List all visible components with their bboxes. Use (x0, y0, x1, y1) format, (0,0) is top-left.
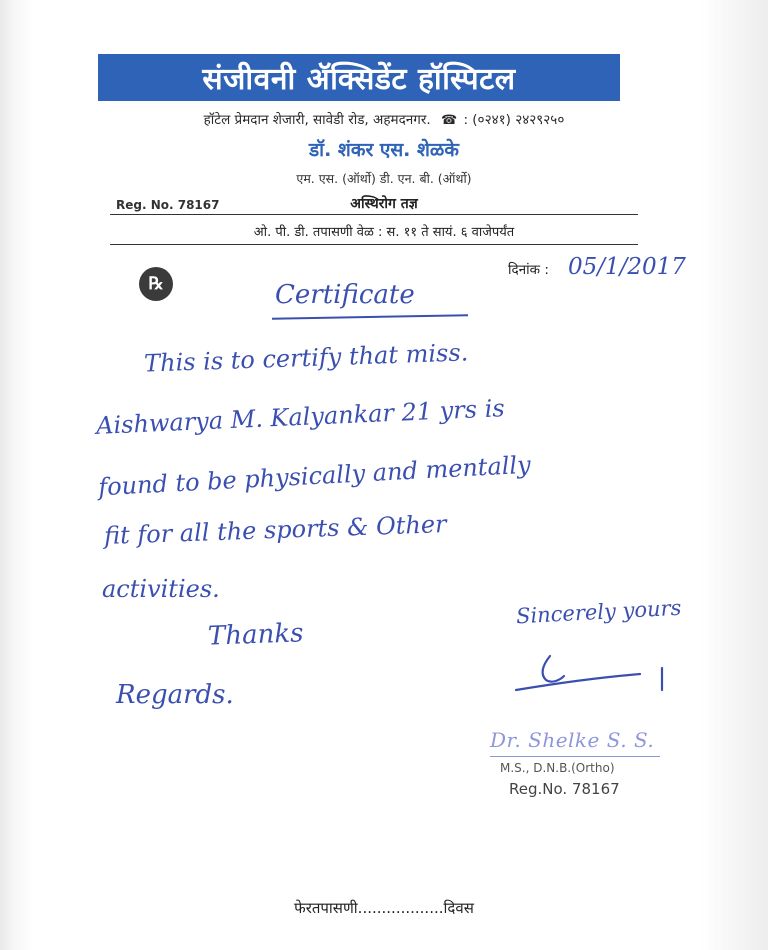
date-value: 05/1/2017 (568, 254, 686, 280)
followup-field: फेरतपासणी..................दिवस (294, 899, 474, 917)
doctor-specialty: अस्थिरोग तज्ञ (350, 196, 418, 212)
stamp-qualifications: M.S., D.N.B.(Ortho) (500, 761, 615, 775)
registration-number: Reg. No. 78167 (116, 198, 220, 212)
certificate-line: found to be physically and mentally (97, 450, 532, 502)
signature-mark (512, 650, 682, 696)
thanks-text: Thanks (207, 618, 304, 652)
stamp-registration-number: Reg.No. 78167 (509, 780, 620, 798)
hospital-name-banner: संजीवनी ॲक्सिडेंट हॉस्पिटल (98, 54, 620, 101)
sincerely-text: Sincerely yours (515, 595, 682, 629)
certificate-line: activities. (102, 575, 220, 603)
regards-text: Regards. (116, 680, 234, 710)
address-line (0, 110, 768, 128)
address-text: हॉटेल प्रेमदान शेजारी, सावेडी रोड, अहमदनगर. (203, 112, 431, 128)
phone-icon: ☎ (440, 113, 458, 128)
divider (110, 244, 638, 245)
divider (110, 214, 638, 215)
certificate-line: fit for all the sports & Other (103, 510, 447, 550)
stamp-doctor-name: Dr. Shelke S. S. (490, 728, 655, 752)
opd-timing: ओ. पी. डी. तपासणी वेळ : स. ११ ते सायं. ६ वाजेपर्यंत (253, 225, 515, 240)
certificate-heading: Certificate (275, 280, 415, 310)
doctor-qualifications: एम. एस. (ऑर्थो) डी. एन. बी. (ऑर्थो) (296, 171, 472, 186)
doctor-name: डॉ. शंकर एस. शेळके (309, 139, 459, 161)
rx-icon: ℞ (139, 267, 173, 301)
certificate-line: This is to certify that miss. (143, 338, 469, 378)
phone-number: : (०२४१) २४२९२५० (463, 112, 565, 128)
certificate-line: Aishwarya M. Kalyankar 21 yrs is (95, 394, 506, 440)
stamp-underline (490, 756, 660, 757)
date-label: दिनांक : (508, 262, 549, 278)
